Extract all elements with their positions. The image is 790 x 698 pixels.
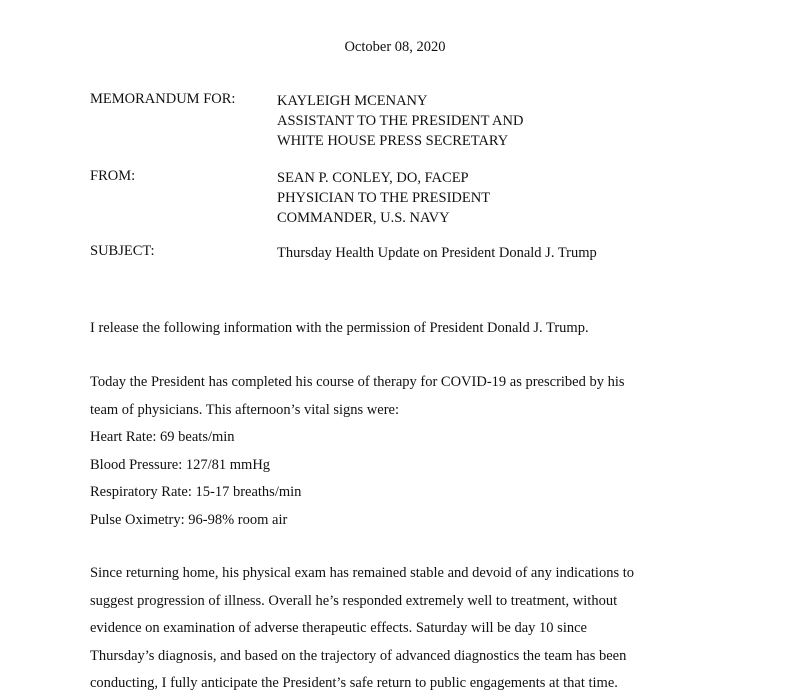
memorandum-for-recipient	[277, 91, 523, 151]
sender-title-line-1: PHYSICIAN TO THE PRESIDENT	[277, 190, 491, 206]
exam-line-5: conducting, I fully anticipate the President’s safe return to public engagements at that time.	[90, 675, 618, 691]
exam-line-2: suggest progression of illness. Overall he’s responded extremely well to treatment, without	[90, 592, 618, 609]
therapy-line-1: Today the President has completed his course of therapy for COVID-19 as prescribed by his	[90, 374, 625, 390]
subject-label: SUBJECT:	[90, 243, 155, 259]
sender-name: SEAN P. CONLEY, DO, FACEP	[277, 170, 469, 186]
memo-date: October 08, 2020	[344, 39, 446, 55]
release-paragraph	[90, 315, 730, 343]
vital-heart-rate: Heart Rate: 69 beats/min	[90, 429, 235, 445]
vital-blood-pressure: Blood Pressure: 127/81 mmHg	[90, 456, 271, 473]
memorandum-for-label: MEMORANDUM FOR:	[90, 91, 236, 107]
therapy-line-2: team of physicians. This afternoon’s vital signs were:	[90, 401, 400, 418]
sender-title-line-2: COMMANDER, U.S. NAVY	[277, 210, 450, 226]
therapy-paragraph	[90, 369, 730, 534]
exam-line-3: evidence on examination of adverse therapeutic effects. Saturday will be day 10 since	[90, 620, 587, 636]
from-sender	[277, 168, 490, 228]
vital-respiratory-rate: Respiratory Rate: 15-17 breaths/min	[90, 484, 302, 500]
recipient-title-line-1: ASSISTANT TO THE PRESIDENT AND	[277, 113, 524, 129]
recipient-title-line-2: WHITE HOUSE PRESS SECRETARY	[277, 133, 509, 149]
vital-pulse-oximetry: Pulse Oximetry: 96-98% room air	[90, 511, 288, 528]
recipient-name: KAYLEIGH MCENANY	[277, 93, 428, 109]
release-line: I release the following information with the permission of President Donald J. Trump.	[90, 320, 589, 336]
exam-paragraph	[90, 560, 730, 698]
exam-line-1: Since returning home, his physical exam has remained stable and devoid of any indications to	[90, 565, 635, 581]
from-label: FROM:	[90, 168, 136, 184]
subject-value: Thursday Health Update on President Donald J. Trump	[277, 245, 597, 261]
exam-line-4: Thursday’s diagnosis, and based on the trajectory of advanced diagnostics the team has been	[90, 647, 627, 664]
